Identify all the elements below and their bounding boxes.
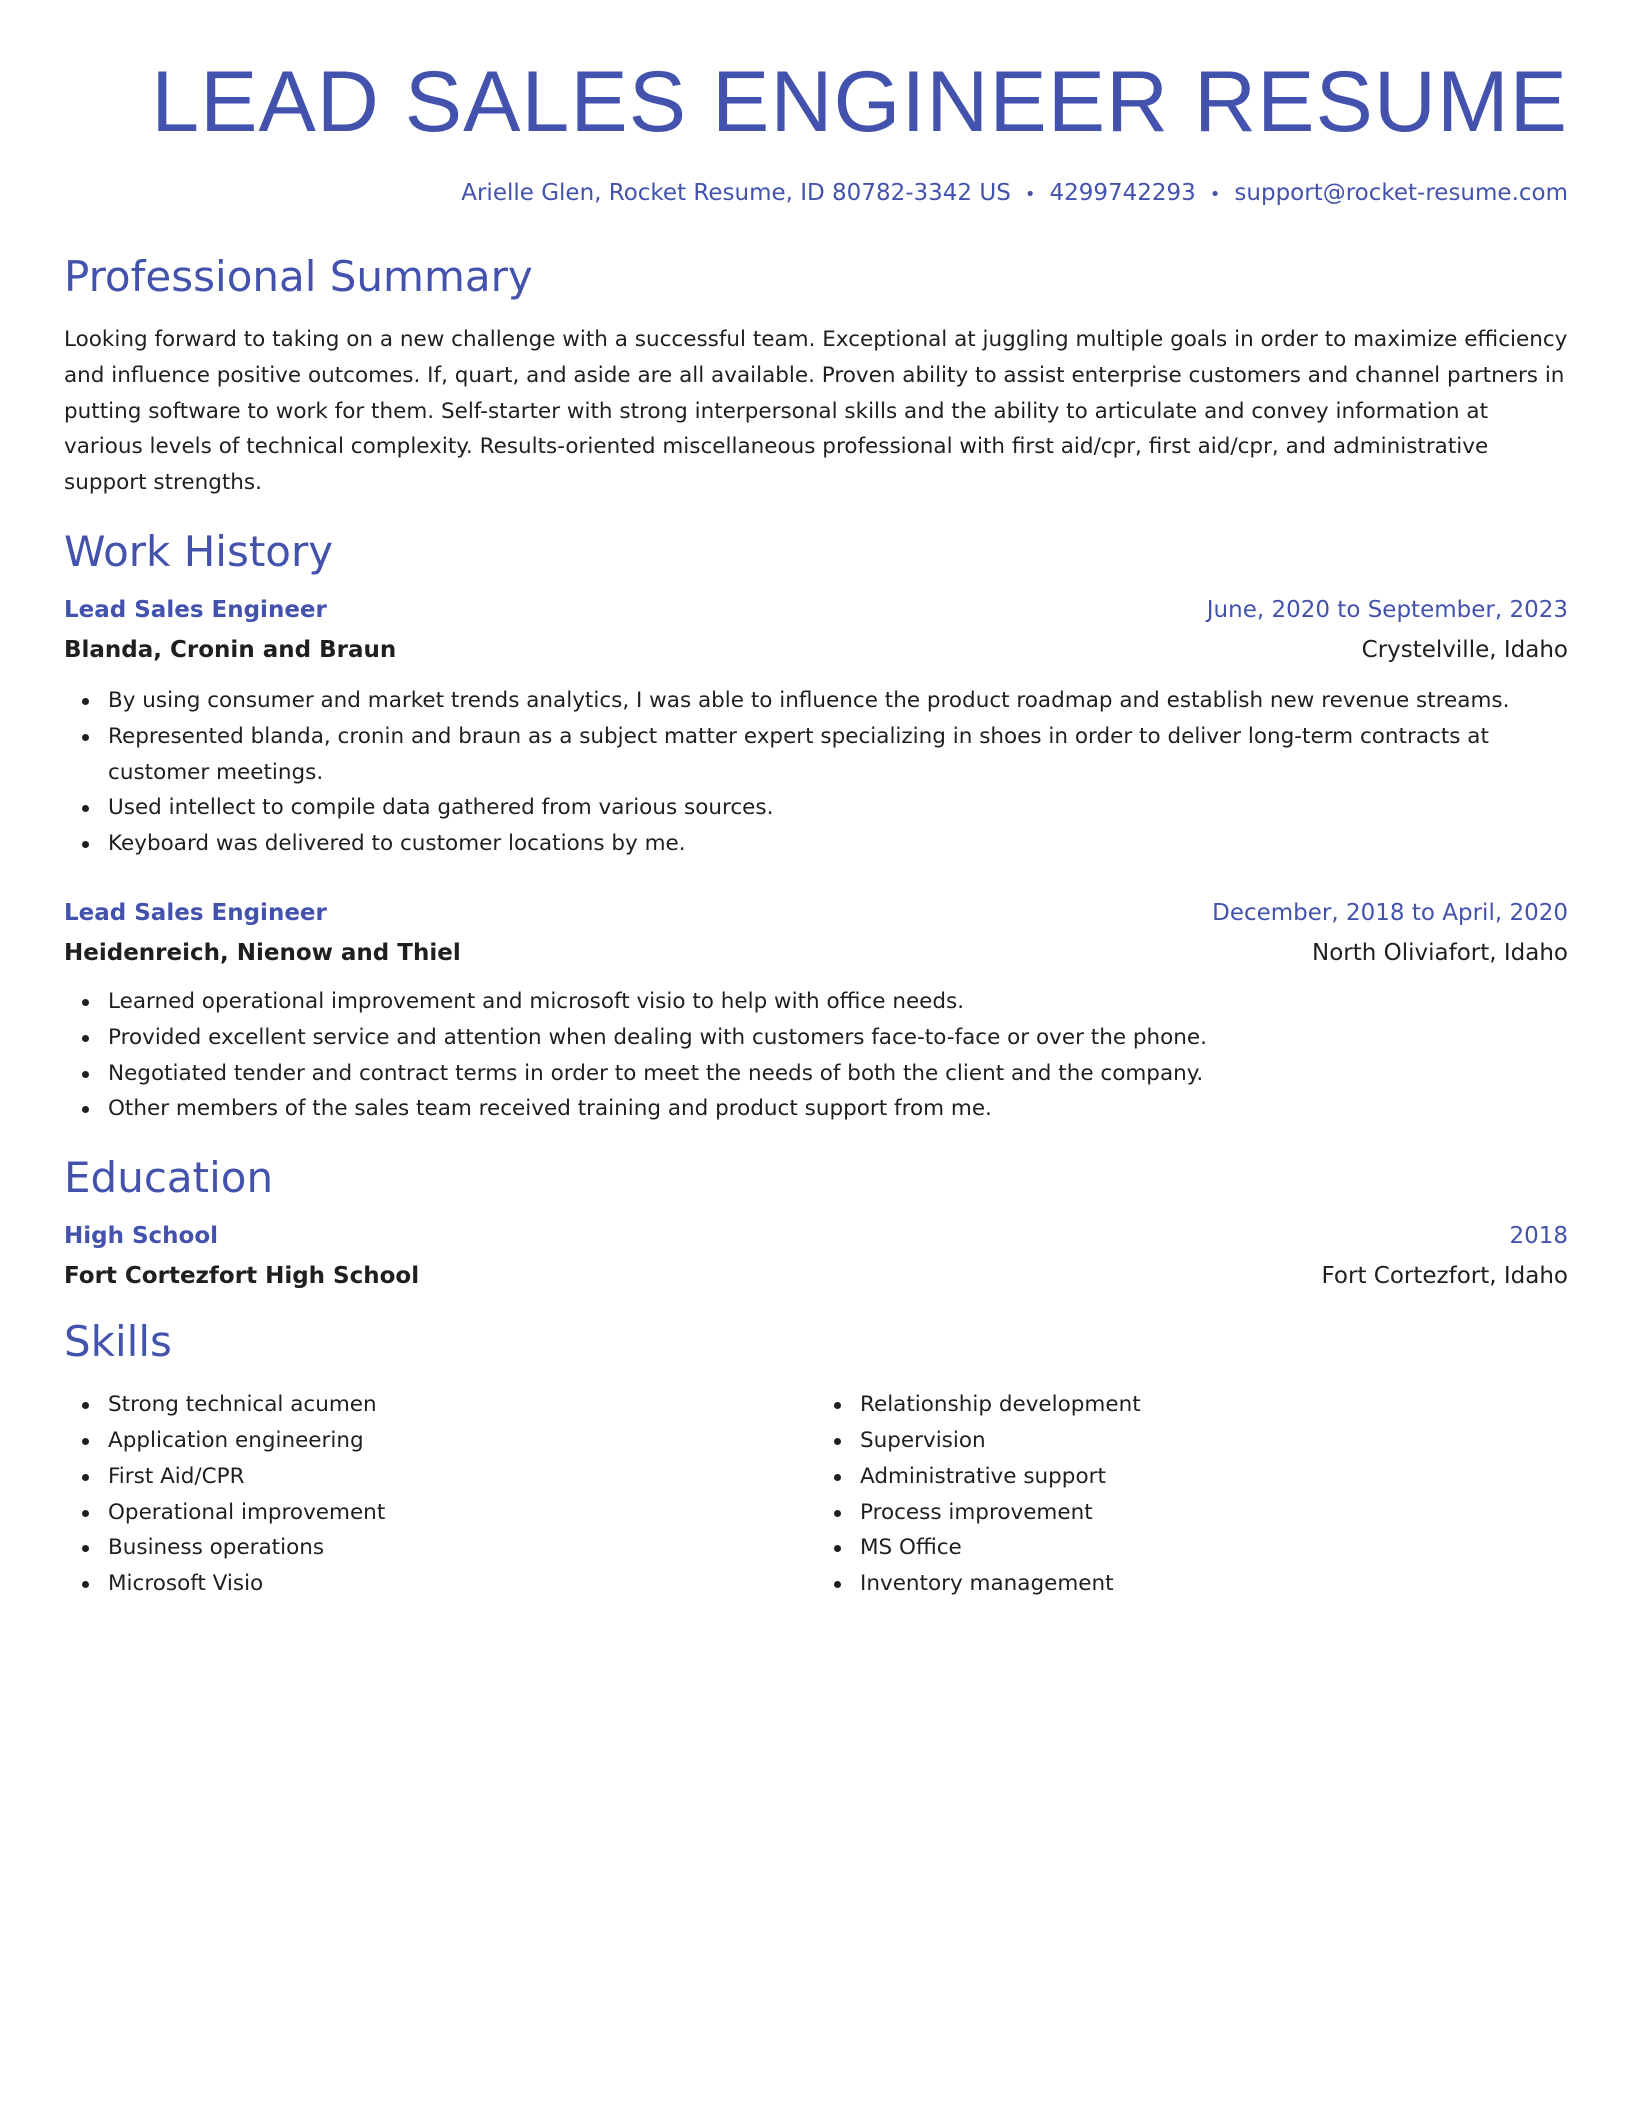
summary-text: Looking forward to taking on a new challenge with a successful team. Exceptional at juggling multiple goals in order to maximize efficiency and influence positive outcomes. If, quart, and aside are all available. Proven ability to assist enterprise customers and channel partners in putting software to work for them. Self-starter with strong interpersonal skills and the ability to articulate and convey information at various levels of technical complexity. Results-oriented miscellaneous professional with first aid/cpr, first aid/cpr, and administrative support strengths.: [64, 327, 1568, 496]
skills-grid: [64, 1387, 1568, 1602]
job-bullet: Negotiated tender and contract terms in order to meet the needs of both the client and the company.: [108, 1056, 1568, 1092]
education-heading: Education: [64, 1153, 274, 1203]
job-entry: [64, 595, 1568, 862]
contact-separator: •: [1209, 184, 1221, 205]
skill-item: Process improvement: [860, 1495, 1568, 1531]
skill-item: Relationship development: [860, 1387, 1568, 1423]
work-history-heading: Work History: [64, 526, 334, 576]
job-bullets: [64, 984, 1568, 1127]
job-bullet: Represented blanda, cronin and braun as a subject matter expert specializing in shoes in order to deliver long-term contracts at customer meetings.: [108, 719, 1568, 791]
skills-heading: Skills: [64, 1317, 172, 1367]
skills-list: [64, 1387, 816, 1602]
job-bullet: By using consumer and market trends analytics, I was able to influence the product roadmap and establish new revenue streams.: [108, 683, 1568, 719]
skill-item: Supervision: [860, 1423, 1568, 1459]
job-org-line: [64, 635, 1568, 665]
skill-item: MS Office: [860, 1530, 1568, 1566]
skill-item: Operational improvement: [108, 1495, 816, 1531]
job-bullet: Keyboard was delivered to customer locations by me.: [108, 826, 1568, 862]
skill-item: Strong technical acumen: [108, 1387, 816, 1423]
contact-phone: 4299742293: [1049, 180, 1196, 206]
job-company: Blanda, Cronin and Braun: [64, 636, 397, 663]
education-year: 2018: [1509, 1223, 1568, 1250]
job-company: Heidenreich, Nienow and Thiel: [64, 939, 461, 966]
job-header: [64, 898, 1568, 928]
education-school-line: [64, 1261, 1568, 1291]
job-location: North Oliviafort, Idaho: [1311, 939, 1568, 966]
skill-item: First Aid/CPR: [108, 1459, 816, 1495]
skill-item: Microsoft Visio: [108, 1566, 816, 1602]
skills-list: [816, 1387, 1568, 1602]
resume-title: LEAD SALES ENGINEER RESUME: [151, 54, 1568, 150]
job-bullets: [64, 683, 1568, 862]
skill-item: Inventory management: [860, 1566, 1568, 1602]
skills-column-left: [64, 1387, 816, 1602]
education-school: Fort Cortezfort High School: [64, 1263, 420, 1290]
job-location: Crystelville, Idaho: [1361, 636, 1568, 663]
contact-line: [64, 178, 1568, 210]
job-bullet: Used intellect to compile data gathered from various sources.: [108, 790, 1568, 826]
skill-item: Business operations: [108, 1530, 816, 1566]
job-org-line: [64, 938, 1568, 968]
job-header: [64, 595, 1568, 625]
skill-item: Application engineering: [108, 1423, 816, 1459]
contact-email: support@rocket-resume.com: [1234, 180, 1568, 206]
job-bullet: Provided excellent service and attention when dealing with customers face-to-face or over the phone.: [108, 1020, 1568, 1056]
skills-column-right: [816, 1387, 1568, 1602]
summary-heading: Professional Summary: [64, 252, 533, 301]
job-role: Lead Sales Engineer: [64, 899, 327, 926]
job-bullet: Learned operational improvement and microsoft visio to help with office needs.: [108, 984, 1568, 1020]
job-bullet: Other members of the sales team received training and product support from me.: [108, 1091, 1568, 1127]
job-role: Lead Sales Engineer: [64, 596, 327, 623]
job-entry: [64, 898, 1568, 1127]
education-location: Fort Cortezfort, Idaho: [1321, 1263, 1568, 1290]
job-dates: December, 2018 to April, 2020: [1212, 899, 1568, 926]
education-degree: High School: [64, 1223, 219, 1250]
contact-address: Arielle Glen, Rocket Resume, ID 80782-3342 US: [461, 180, 1011, 206]
education-header: [64, 1221, 1568, 1251]
job-dates: June, 2020 to September, 2023: [1206, 596, 1568, 623]
contact-separator: •: [1024, 184, 1036, 205]
skill-item: Administrative support: [860, 1459, 1568, 1495]
education-entry: [64, 1221, 1568, 1291]
